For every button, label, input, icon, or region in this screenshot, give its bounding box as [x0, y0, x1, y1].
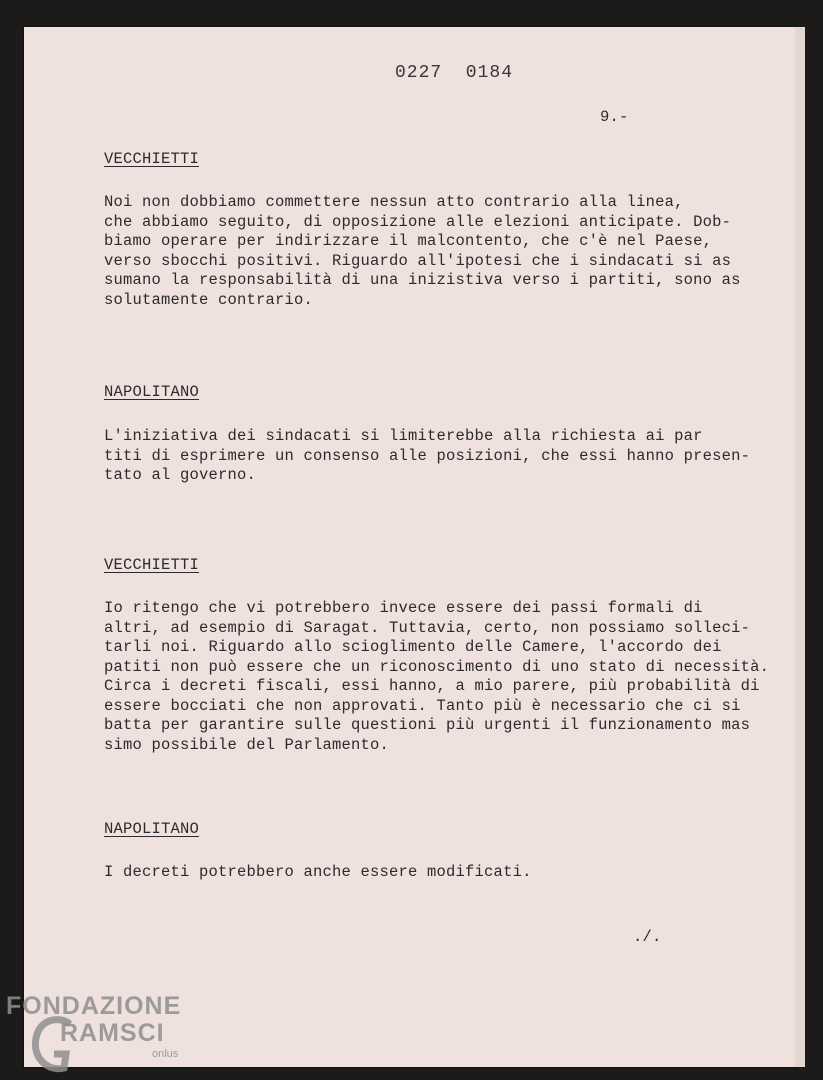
- logo-text-line2: RAMSCI: [60, 1019, 165, 1047]
- speech-paragraph: L'iniziativa dei sindacati si limiterebbe alla richiesta ai par titi di esprimere un consenso alle posizioni, che essi hanno presen- tato al governo.: [104, 427, 751, 484]
- speech-paragraph: Io ritengo che vi potrebbero invece essere dei passi formali di altri, ad esempio di Saragat. Tuttavia, certo, non possiamo solleci- tarli noi. Riguardo allo scioglimento delle Camere, l'accordo dei patiti non può essere che un riconoscimento di uno stato di necessità. Circa i decreti fiscali, essi hanno, a mio parere, più probabilità di essere bocciati che non approvati. Tanto più è necessario che ci si batta per garantire sulle questioni più urgenti il funzionamento mas simo possibile del Parlamento.: [104, 599, 770, 754]
- speaker-name: VECCHIETTI: [104, 150, 200, 168]
- logo-suffix: onlus: [152, 1048, 179, 1060]
- page-number: 9.-: [600, 108, 629, 126]
- document-page: [24, 27, 798, 1067]
- logo-text-line1: FONDAZIONE: [6, 992, 182, 1020]
- speaker-name: NAPOLITANO: [104, 383, 200, 401]
- archive-number: 0227 0184: [395, 63, 514, 83]
- speaker-name: NAPOLITANO: [104, 820, 200, 838]
- speech-paragraph: I decreti potrebbero anche essere modificati.: [104, 863, 532, 881]
- speaker-name: VECCHIETTI: [104, 556, 200, 574]
- continuation-mark: ./.: [633, 928, 662, 946]
- page-edge: [795, 27, 805, 1067]
- fondazione-gramsci-logo: [0, 992, 210, 1080]
- speech-paragraph: Noi non dobbiamo commettere nessun atto contrario alla linea, che abbiamo seguito, di opposizione alle elezioni anticipate. Dob- biamo operare per indirizzare il malcontento, che c'è nel Paese, verso sbocchi positivi. Riguardo all'ipotesi che i sindacati si as sumano la responsabilità di una inizistiva verso i partiti, sono as solutamente contrario.: [104, 193, 741, 309]
